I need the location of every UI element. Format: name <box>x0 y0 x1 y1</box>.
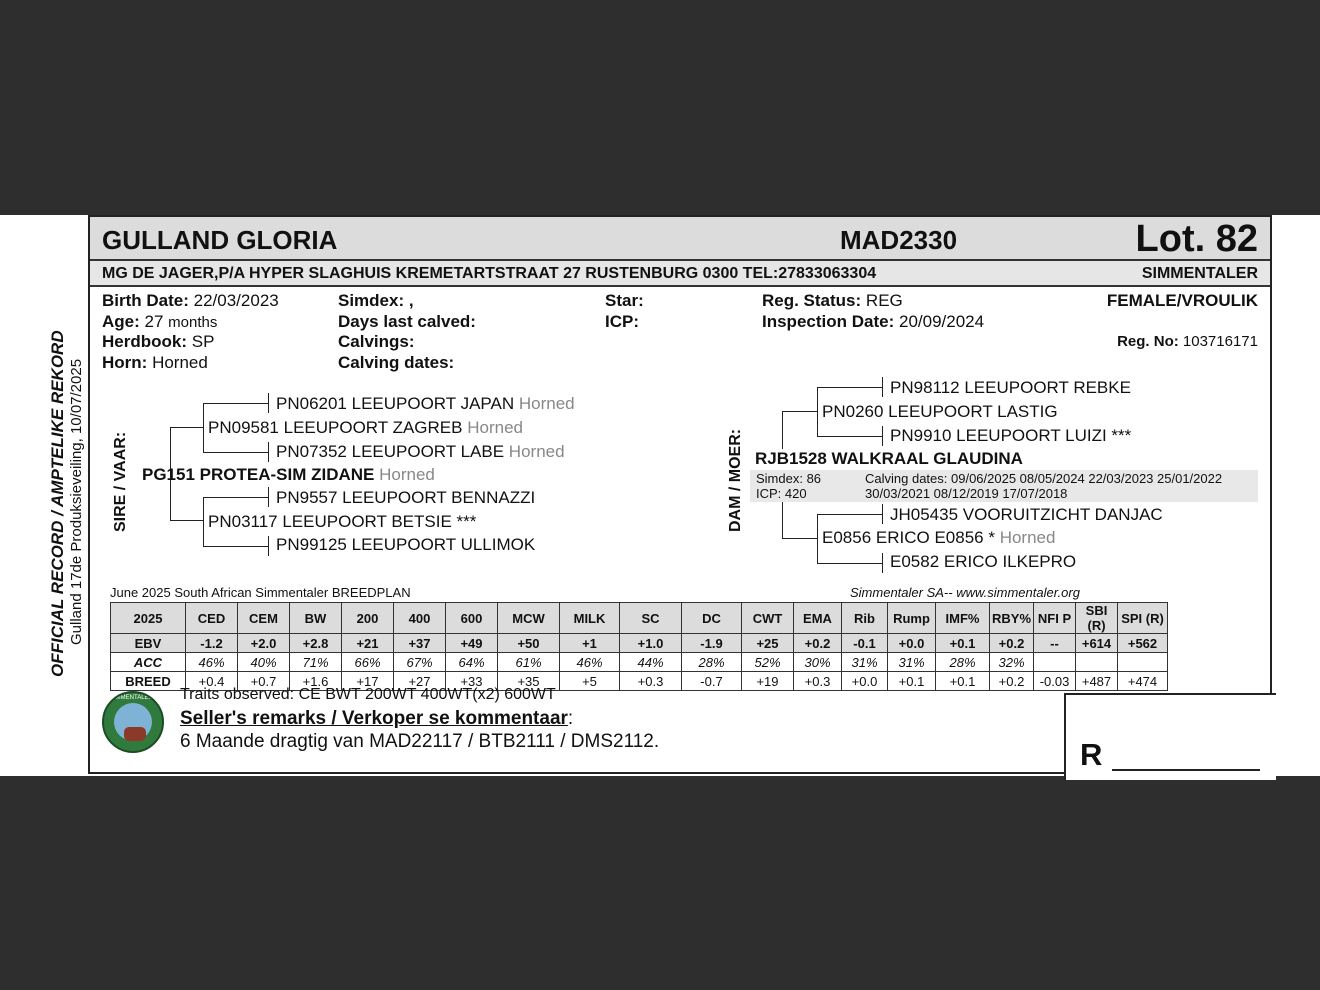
ebv-cell: EBV <box>111 634 186 653</box>
ebv-cell: 600 <box>446 603 498 634</box>
dam-bracket <box>782 411 783 449</box>
calving-dates-label: Calving dates: <box>338 353 455 372</box>
sire-tick <box>268 393 269 413</box>
ebv-cell: +21 <box>342 634 394 653</box>
birth-date: Birth Date: 22/03/2023 <box>102 291 279 310</box>
dam-tick <box>882 504 883 524</box>
acc-row <box>111 653 1168 672</box>
ebv-cell: 67% <box>394 653 446 672</box>
breed-label: SIMMENTALER <box>1141 265 1258 282</box>
ebv-cell: +49 <box>446 634 498 653</box>
dam-name: RJB1528 WALKRAAL GLAUDINA <box>755 449 1023 468</box>
breedplan-site: Simmentaler SA-- www.simmentaler.org <box>850 585 1080 600</box>
logo-text: SIMMENTALER <box>110 695 153 701</box>
reg-status: Reg. Status: REG <box>762 291 903 310</box>
dam-line <box>817 563 883 564</box>
ebv-cell: +474 <box>1118 672 1168 691</box>
ebv-cell: +2.8 <box>290 634 342 653</box>
ebv-cell: +27 <box>394 672 446 691</box>
ebv-cell: ACC <box>111 653 186 672</box>
ebv-header-row <box>111 603 1168 634</box>
dam-calving-dates-2: 30/03/2021 08/12/2019 17/07/2018 <box>865 486 1068 501</box>
dam-line <box>817 387 883 388</box>
ebv-cell: +0.1 <box>936 634 990 653</box>
sire-gs4: PN99125 LEEUPOORT ULLIMOK <box>276 535 536 554</box>
horn: Horn: Horned <box>102 353 208 372</box>
herdbook: Herdbook: SP <box>102 332 215 351</box>
dam-label: DAM / MOER: <box>727 428 744 532</box>
ebv-cell: 30% <box>794 653 842 672</box>
cattle-icon <box>124 727 146 741</box>
traits-observed: Traits observed: CE BWT 200WT 400WT(x2) 600WT <box>180 686 556 703</box>
sire-tick <box>268 487 269 507</box>
sire-line <box>203 497 269 498</box>
official-record-label: OFFICIAL RECORD / AMPTELIKE REKORD <box>48 330 67 677</box>
ebv-cell: SBI (R) <box>1076 603 1118 634</box>
ebv-cell: +35 <box>498 672 560 691</box>
ebv-cell: IMF% <box>936 603 990 634</box>
ebv-cell: +50 <box>498 634 560 653</box>
dam-calving-dates: Calving dates: 09/06/2025 08/05/2024 22/03/2023 25/01/2022 <box>865 471 1223 486</box>
owner-bar <box>90 261 1270 287</box>
ebv-cell <box>1076 653 1118 672</box>
event-label: Gulland 17de Produksieveiling, 10/07/2025 <box>68 358 85 645</box>
ebv-cell: -- <box>1034 634 1076 653</box>
ebv-cell: NFI P <box>1034 603 1076 634</box>
ebv-cell: RBY% <box>990 603 1034 634</box>
days-last-calved-label: Days last calved: <box>338 312 476 331</box>
dam-tick <box>882 553 883 573</box>
inspection-date: Inspection Date: 20/09/2024 <box>762 312 985 331</box>
reg-number: Reg. No: 103716171 <box>1117 333 1258 350</box>
owner-address: MG DE JAGER,P/A HYPER SLAGHUIS KREMETARTSTRAAT 27 RUSTENBURG 0300 TEL:27833063304 <box>102 265 877 282</box>
lot-card <box>88 215 1272 774</box>
ebv-row <box>111 634 1168 653</box>
sire-label: SIRE / VAAR: <box>112 431 129 532</box>
sellers-remarks-title: Seller's remarks / Verkoper se kommentaar: <box>180 708 574 729</box>
ebv-table <box>110 602 1168 691</box>
ebv-cell: -0.7 <box>682 672 742 691</box>
ebv-cell: EMA <box>794 603 842 634</box>
ebv-cell: DC <box>682 603 742 634</box>
ebv-cell: 400 <box>394 603 446 634</box>
ebv-cell: 28% <box>682 653 742 672</box>
star-label: Star: <box>605 291 644 310</box>
ebv-cell <box>1118 653 1168 672</box>
ebv-cell: MILK <box>560 603 620 634</box>
sire-line <box>203 546 269 547</box>
animal-name: GULLAND GLORIA <box>102 225 338 255</box>
dam-simdex: Simdex: 86 <box>756 471 822 486</box>
simdex-label: Simdex: , <box>338 291 414 310</box>
age: Age: 27 months <box>102 312 218 331</box>
dam-gs2: PN9910 LEEUPOORT LUIZI *** <box>890 426 1132 445</box>
sire-name: PG151 PROTEA-SIM ZIDANE Horned <box>142 465 435 484</box>
ebv-cell: Rump <box>888 603 936 634</box>
lot-number: Lot. 82 <box>1135 218 1258 260</box>
sire-bracket <box>203 403 204 453</box>
dam-line <box>782 538 818 539</box>
animal-code: MAD2330 <box>840 225 958 255</box>
ebv-cell: +25 <box>742 634 794 653</box>
ebv-cell: +0.3 <box>794 672 842 691</box>
ebv-cell: BREED <box>111 672 186 691</box>
sire-gs2: PN07352 LEEUPOORT LABE Horned <box>276 442 565 461</box>
ebv-cell: 31% <box>888 653 936 672</box>
ebv-cell: +1.0 <box>620 634 682 653</box>
header-bar <box>90 217 1270 261</box>
ebv-cell: 61% <box>498 653 560 672</box>
catalog-sheet <box>0 215 1320 776</box>
ebv-cell: -0.1 <box>842 634 888 653</box>
price-label: R <box>1080 737 1103 772</box>
sire-bracket <box>203 497 204 547</box>
sex-label: FEMALE/VROULIK <box>1106 291 1258 310</box>
dam-bracket <box>817 387 818 437</box>
ebv-cell: 32% <box>990 653 1034 672</box>
ebv-cell: 52% <box>742 653 794 672</box>
ebv-cell: 28% <box>936 653 990 672</box>
ebv-cell: -1.9 <box>682 634 742 653</box>
dam-bracket <box>817 514 818 564</box>
ebv-cell: +2.0 <box>238 634 290 653</box>
sire-tick <box>268 442 269 462</box>
ebv-cell: +614 <box>1076 634 1118 653</box>
ebv-cell: +0.2 <box>990 672 1034 691</box>
ebv-cell: +0.7 <box>238 672 290 691</box>
ebv-cell: +1.6 <box>290 672 342 691</box>
dam-gs1: PN98112 LEEUPOORT REBKE <box>890 378 1131 397</box>
ebv-cell: SPI (R) <box>1118 603 1168 634</box>
ebv-cell: 40% <box>238 653 290 672</box>
ebv-cell: MCW <box>498 603 560 634</box>
dam-tick <box>882 426 883 446</box>
ebv-cell: +1 <box>560 634 620 653</box>
ebv-cell: +562 <box>1118 634 1168 653</box>
ebv-cell: +0.3 <box>620 672 682 691</box>
ebv-cell: +0.4 <box>186 672 238 691</box>
ebv-cell: 46% <box>560 653 620 672</box>
ebv-cell: 71% <box>290 653 342 672</box>
logo <box>102 691 164 753</box>
ebv-cell: -0.03 <box>1034 672 1076 691</box>
ebv-cell: +0.0 <box>842 672 888 691</box>
ebv-cell: +0.0 <box>888 634 936 653</box>
dam-parent1: PN0260 LEEUPOORT LASTIG <box>822 402 1058 421</box>
price-line <box>1112 769 1260 771</box>
ebv-cell: 46% <box>186 653 238 672</box>
ebv-cell: +37 <box>394 634 446 653</box>
ebv-cell: +19 <box>742 672 794 691</box>
dam-tick <box>882 377 883 397</box>
ebv-cell: +487 <box>1076 672 1118 691</box>
sire-line <box>170 520 204 521</box>
ebv-cell: +17 <box>342 672 394 691</box>
dam-line <box>782 411 818 412</box>
ebv-cell: +0.1 <box>888 672 936 691</box>
ebv-cell: BW <box>290 603 342 634</box>
ebv-cell: +33 <box>446 672 498 691</box>
ebv-cell <box>1034 653 1076 672</box>
ebv-cell: +0.1 <box>936 672 990 691</box>
sire-parent2: PN03117 LEEUPOORT BETSIE *** <box>208 512 477 531</box>
ebv-cell: +5 <box>560 672 620 691</box>
ebv-cell: +0.2 <box>794 634 842 653</box>
sire-tick <box>268 536 269 556</box>
dam-line <box>817 514 883 515</box>
sire-gs3: PN9557 LEEUPOORT BENNAZZI <box>276 488 536 507</box>
dam-line <box>817 436 883 437</box>
sire-line <box>203 403 269 404</box>
dam-gs3: JH05435 VOORUITZICHT DANJAC <box>890 505 1163 524</box>
ebv-cell: -1.2 <box>186 634 238 653</box>
breedplan-title: June 2025 South African Simmentaler BREEDPLAN <box>110 585 411 600</box>
sire-line <box>170 427 204 428</box>
sire-gs1: PN06201 LEEUPOORT JAPAN Horned <box>276 394 575 413</box>
sire-parent1: PN09581 LEEUPOORT ZAGREB Horned <box>208 418 523 437</box>
dam-gs4: E0582 ERICO ILKEPRO <box>890 552 1077 571</box>
ebv-cell: 64% <box>446 653 498 672</box>
dam-bracket <box>782 497 783 539</box>
dam-icp: ICP: 420 <box>756 486 807 501</box>
ebv-cell: 66% <box>342 653 394 672</box>
ebv-cell: CEM <box>238 603 290 634</box>
ebv-cell: CED <box>186 603 238 634</box>
dam-parent2: E0856 ERICO E0856 * Horned <box>822 528 1056 547</box>
ebv-cell: Rib <box>842 603 888 634</box>
ebv-cell: 44% <box>620 653 682 672</box>
sellers-remarks: 6 Maande dragtig van MAD22117 / BTB2111 / DMS2112. <box>180 731 660 752</box>
ebv-cell: 2025 <box>111 603 186 634</box>
ebv-cell: SC <box>620 603 682 634</box>
calvings-label: Calvings: <box>338 332 415 351</box>
ebv-cell: 200 <box>342 603 394 634</box>
sire-line <box>203 452 269 453</box>
ebv-cell: CWT <box>742 603 794 634</box>
ebv-cell: 31% <box>842 653 888 672</box>
icp-label: ICP: <box>605 312 639 331</box>
ebv-cell: +0.2 <box>990 634 1034 653</box>
